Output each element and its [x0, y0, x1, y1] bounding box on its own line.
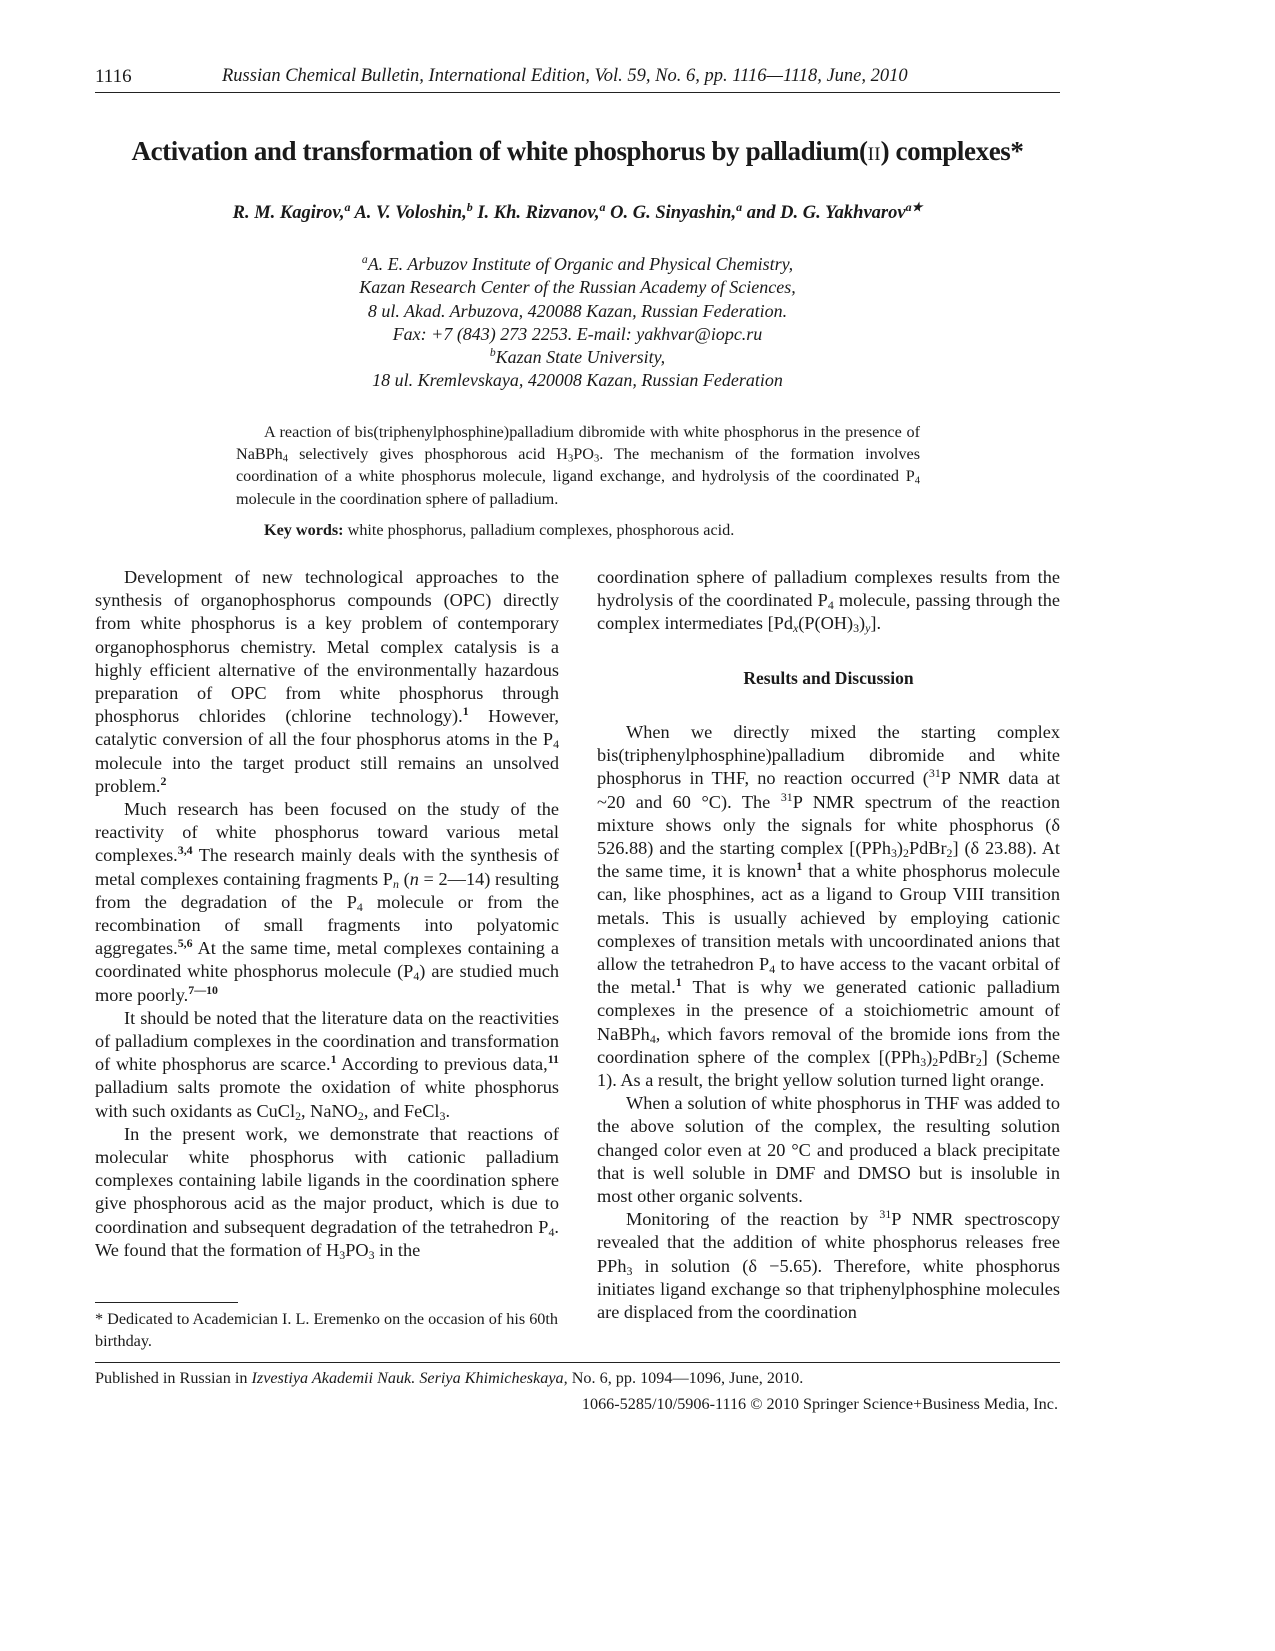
paragraph: It should be noted that the literature data on the reactivities of palladium complexes in the coordination and transformation of white phosphorus are scarce.$^1$ According to previous data,$^{11}$ palladium salts promote the oxidation of white phosphorus with such oxidants as CuCl$_2$, NaNO$_2$, and FeCl$_3$. — [95, 1007, 559, 1123]
paragraph: Development of new technological approaches to the synthesis of organophosphorus compounds (OPC) directly from white phosphorus is a key problem of contemporary organophosphorus chemistry. Metal complex catalysis is a highly efficient alternative of the environmentally hazardous preparation of OPC from white phosphorus through phosphorus chlorides (chlorine technology).$^1$ However, catalytic conversion of all the four phosphorus atoms in the $P_4$ molecule into the target product still remains an unsolved problem.$^2$ — [95, 567, 559, 796]
copyright-line: 1066-5285/10/5906-1116 © 2010 Springer Science+Business Media, Inc. — [581, 1395, 1058, 1413]
right-column-body — [597, 721, 1060, 1324]
footnote-rule — [95, 1302, 238, 1303]
affiliations — [95, 253, 1060, 393]
page-number: 1116 — [95, 66, 132, 87]
affiliation-line: 8 ul. Akad. Arbuzova, 420088 Kazan, Russian Federation. — [367, 300, 788, 321]
section-heading: Results and Discussion — [743, 668, 914, 688]
paragraph: In the present work, we demonstrate that reactions of molecular white phosphorus with cationic palladium complexes containing labile ligands in the coordination sphere give phosphorous acid as the major product, which is due to coordination and subsequent degradation of the tetrahedron $P_4$. We found that the formation of $H_3PO_3$ in the — [95, 1123, 559, 1262]
affiliation-line: Kazan Research Center of the Russian Academy of Sciences, — [359, 277, 796, 298]
published-in-note: Published in Russian in Izvestiya Akademii Nauk. Seriya Khimicheskaya, No. 6, pp. 1094—1096, June, 2010. — [95, 1369, 804, 1387]
header-rule — [95, 92, 1060, 93]
left-column — [95, 566, 559, 1262]
footer-rule — [95, 1362, 1060, 1363]
footnote: * Dedicated to Academician I. L. Eremenko on the occasion of his 60th birthday. — [95, 1310, 558, 1350]
paragraph: coordination sphere of palladium complexes results from the hydrolysis of the coordinated $P_4$ molecule, passing through the complex intermediates $[Pd_x(P(OH)_3)_y]$. — [597, 567, 1061, 636]
paragraph: Much research has been focused on the study of the reactivity of white phosphorus toward various metal complexes.$^{3,4}$ The research mainly deals with the synthesis of metal complexes containing fragments $P_n$ (n = 2—14) resulting from the degradation of the $P_4$ molecule or from the recombination of small fragments into polyatomic aggregates.$^{5,6}$ At the same time, metal complexes containing a coordinated white phosphorus molecule $(P_4)$ are studied much more poorly.$^{7—10}$ — [95, 799, 559, 1005]
author-list: R. M. Kagirov,$^a$ A. V. Voloshin,$^b$ I. Kh. Rizvanov,$^a$ O. G. Sinyashin,$^a$ and D. G. Yakhvarov$^{a★}$ — [232, 199, 923, 223]
paragraph: When we directly mixed the starting complex bis(triphenylphosphine)palladium dibromide and white phosphorus in THF, no reaction occurred ($^{31}$P NMR data at ~20 and 60 °C). The $^{31}$P NMR spectrum of the reaction mixture shows only the signals for white phosphorus (δ 526.88) and the starting complex $[(PPh_3)_2PdBr_2]$ (δ 23.88). At the same time, it is known$^1$ that a white phosphorus molecule can, like phosphines, act as a ligand to Group VIII transition metals. This is usually achieved by employing cationic complexes of transition metals with uncoordinated anions that allow the tetrahedron $P_4$ to have access to the vacant orbital of the metal.$^1$ That is why we generated cationic palladium complexes in the presence of a stoichiometric amount of NaBPh$_4$, which favors removal of the bromide ions from the coordination sphere of the complex $[(PPh_3)_2PdBr_2]$ (Scheme 1). As a result, the bright yellow solution turned light orange. — [597, 722, 1060, 1091]
affiliation-line: Fax: +7 (843) 273 2253. E-mail: yakhvar@iopc.ru — [392, 323, 763, 344]
affiliation-line: 18 ul. Kremlevskaya, 420008 Kazan, Russian Federation — [372, 370, 783, 391]
abstract: A reaction of bis(triphenylphosphine)palladium dibromide with white phosphorus in the presence of NaBPh$_4$ selectively gives phosphorous acid $H_3PO_3$. The mechanism of the formation involves coordination of a white phosphorus molecule, ligand exchange, and hydrolysis of the coordinated $P_4$ molecule in the coordination sphere of palladium. — [236, 423, 920, 508]
paragraph: When a solution of white phosphorus in THF was added to the above solution of the complex, the resulting solution changed color even at 20 °C and produced a black precipitate that is well soluble in DMF and DMSO but is insoluble in most other organic solvents. — [597, 1093, 1060, 1207]
affiliation-line: $^a$A. E. Arbuzov Institute of Organic and Physical Chemistry, — [361, 252, 794, 274]
right-column-top — [597, 566, 1060, 636]
keywords: Key words: white phosphorus, palladium complexes, phosphorous acid. — [264, 521, 735, 539]
running-header-journal: Russian Chemical Bulletin, International Edition, Vol. 59, No. 6, pp. 1116—1118, June, 2010 — [222, 66, 908, 86]
article-title: Activation and transformation of white phosphorus by palladium(II) complexes* — [131, 136, 1024, 166]
paragraph: Monitoring of the reaction by $^{31}$P NMR spectroscopy revealed that the addition of white phosphorus releases free PPh$_3$ in solution (δ −5.65). Therefore, white phosphorus initiates ligand exchange so that triphenylphosphine molecules are displaced from the coordination — [597, 1207, 1060, 1323]
affiliation-line: $^b$Kazan State University, — [489, 346, 666, 368]
